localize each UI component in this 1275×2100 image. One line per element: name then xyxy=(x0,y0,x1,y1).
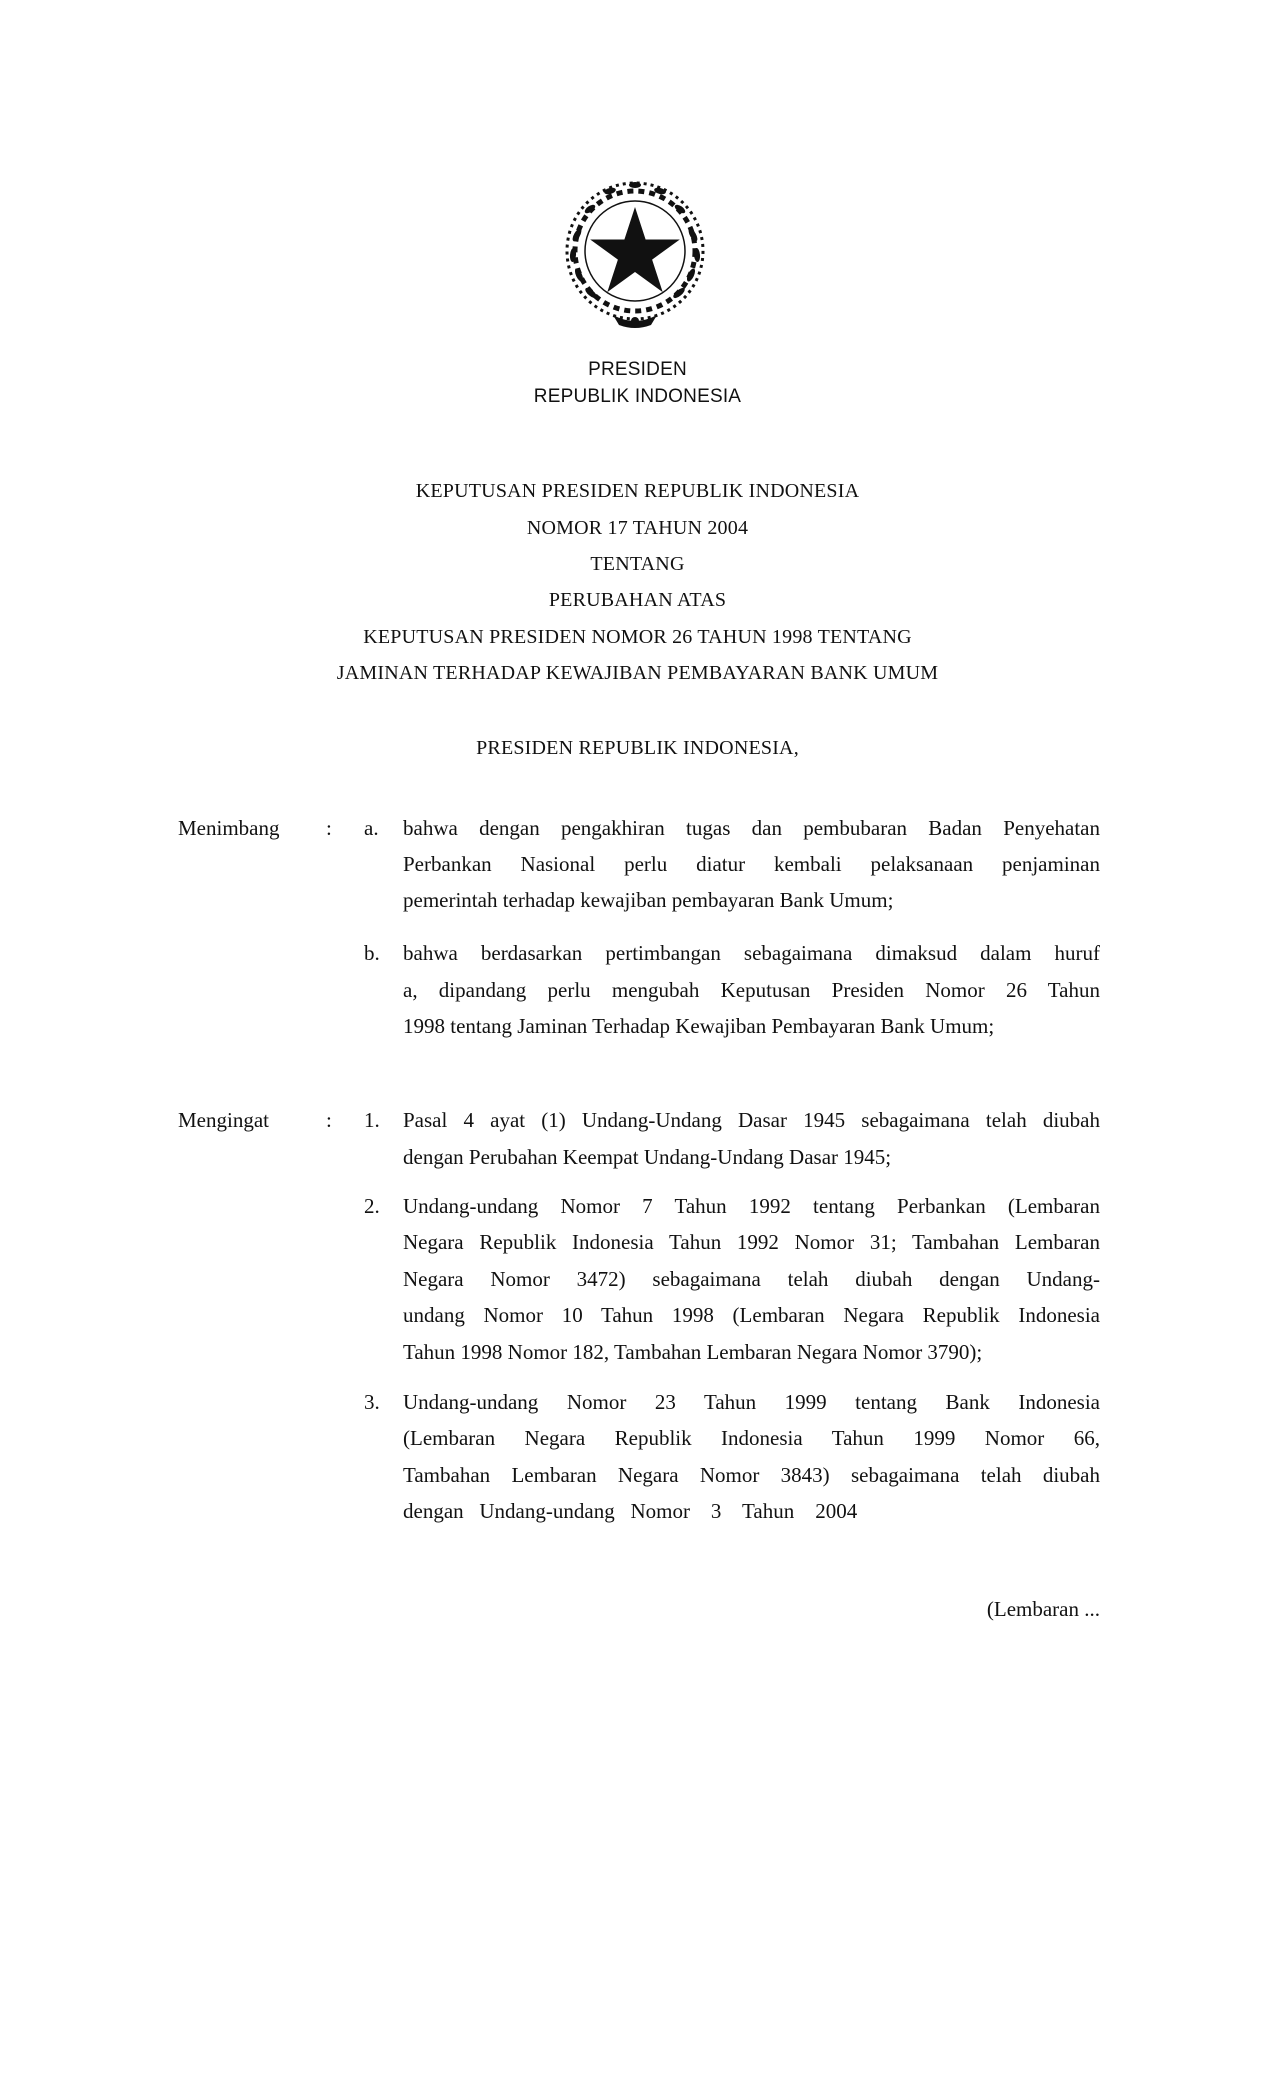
issuer-line-president: PRESIDEN xyxy=(588,359,687,380)
mengingat-colon: : xyxy=(326,1108,332,1132)
mengingat-item-line: Pasal 4 ayat (1) Undang-Undang Dasar 1945 sebagaimana telah diubah xyxy=(403,1108,1100,1132)
decree-subject-line3: JAMINAN TERHADAP KEWAJIBAN PEMBAYARAN BANK UMUM xyxy=(336,662,939,684)
page-continuation-note: (Lembaran ... xyxy=(986,1597,1100,1621)
menimbang-item-line: bahwa dengan pengakhiran tugas dan pembubaran Badan Penyehatan xyxy=(403,816,1100,840)
mengingat-item-line: undang Nomor 10 Tahun 1998 (Lembaran Negara Republik Indonesia xyxy=(403,1303,1100,1327)
mengingat-item-marker: 1. xyxy=(364,1108,380,1132)
decree-about: TENTANG xyxy=(590,553,685,575)
menimbang-item-line: 1998 tentang Jaminan Terhadap Kewajiban Pembayaran Bank Umum; xyxy=(403,1014,995,1038)
mengingat-item-line: dengan Undang-undang Nomor 3 Tahun 2004 xyxy=(403,1499,858,1523)
issuer-line-republic: REPUBLIK INDONESIA xyxy=(533,386,742,407)
menimbang-label: Menimbang xyxy=(178,816,280,840)
menimbang-item-line: a, dipandang perlu mengubah Keputusan Presiden Nomor 26 Tahun xyxy=(403,978,1100,1002)
menimbang-item-marker: a. xyxy=(364,816,379,840)
mengingat-item-marker: 2. xyxy=(364,1194,380,1218)
decree-subject-line2: KEPUTUSAN PRESIDEN NOMOR 26 TAHUN 1998 TENTANG xyxy=(363,626,912,648)
mengingat-item-line: Tahun 1998 Nomor 182, Tambahan Lembaran Negara Nomor 3790); xyxy=(403,1340,983,1364)
mengingat-item-line: Undang-undang Nomor 23 Tahun 1999 tentang Bank Indonesia xyxy=(403,1390,1100,1414)
mengingat-item-line: dengan Perubahan Keempat Undang-Undang Dasar 1945; xyxy=(403,1145,892,1169)
decree-title: KEPUTUSAN PRESIDEN REPUBLIK INDONESIA xyxy=(415,480,860,502)
mengingat-item-line: Tambahan Lembaran Negara Nomor 3843) sebagaimana telah diubah xyxy=(403,1463,1100,1487)
mengingat-label: Mengingat xyxy=(178,1108,269,1132)
mengingat-item-marker: 3. xyxy=(364,1390,380,1414)
mengingat-item-line: Negara Nomor 3472) sebagaimana telah diubah dengan Undang- xyxy=(403,1267,1100,1291)
menimbang-colon: : xyxy=(326,816,332,840)
decree-number: NOMOR 17 TAHUN 2004 xyxy=(526,517,749,539)
decree-subject-line1: PERUBAHAN ATAS xyxy=(548,589,727,611)
president-heading: PRESIDEN REPUBLIK INDONESIA, xyxy=(476,737,799,759)
mengingat-item-line: (Lembaran Negara Republik Indonesia Tahun 1999 Nomor 66, xyxy=(403,1426,1100,1450)
mengingat-item-line: Negara Republik Indonesia Tahun 1992 Nomor 31; Tambahan Lembaran xyxy=(403,1230,1100,1254)
menimbang-item-marker: b. xyxy=(364,941,380,965)
menimbang-item-line: pemerintah terhadap kewajiban pembayaran Bank Umum; xyxy=(403,888,894,912)
menimbang-item-line: bahwa berdasarkan pertimbangan sebagaimana dimaksud dalam huruf xyxy=(403,941,1100,965)
menimbang-item-line: Perbankan Nasional perlu diatur kembali pelaksanaan penjaminan xyxy=(403,852,1100,876)
mengingat-item-line: Undang-undang Nomor 7 Tahun 1992 tentang Perbankan (Lembaran xyxy=(403,1194,1100,1218)
garuda-star-emblem-icon xyxy=(555,175,715,335)
